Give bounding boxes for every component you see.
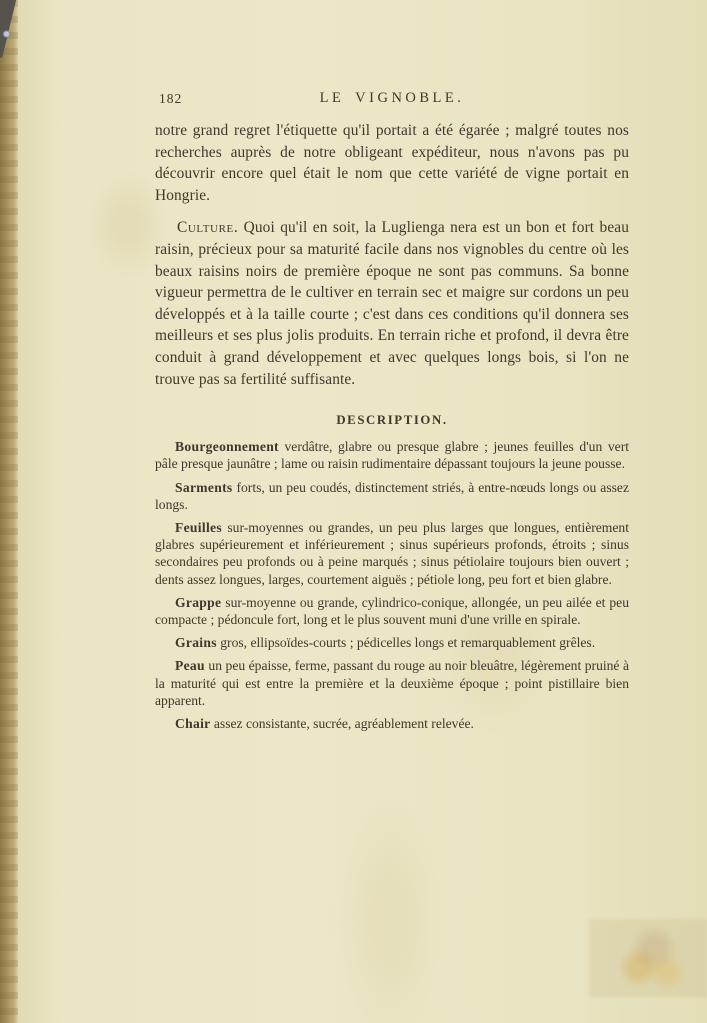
description-term: Sarments	[175, 479, 233, 495]
running-title: LE VIGNOBLE.	[319, 90, 465, 106]
description-term: Grains	[175, 635, 217, 651]
description-item	[155, 634, 629, 651]
description-term: Grappe	[175, 594, 222, 610]
culture-lead: Culture.	[177, 219, 239, 237]
description-item	[155, 438, 629, 472]
description-term: Peau	[175, 658, 205, 674]
culture-text: Quoi qu'il en soit, la Luglienga nera est un bon et fort beau raisin, précieux pour sa maturité facile dans nos vignobles du centre où les beaux raisins noirs de première époque ne sont pas communs. Sa bonne vigueur permettra de le cultiver en terrain sec et maigre sur cordons un peu développés et à la taille courte ; c'est dans ces conditions qu'il donnera ses meilleurs et ses plus jolis produits. En terrain riche et profond, il devra être conduit à grand développement et avec quelques longs bois, si l'on ne trouve pas sa fertilité suffisante.	[155, 219, 629, 388]
opening-paragraph: notre grand regret l'étiquette qu'il portait a été égarée ; malgré toutes nos recherches auprès de notre obligeant expéditeur, nous n'avons pas pu découvrir encore quel était le nom que cette variété de vigne portait en Hongrie.	[155, 122, 629, 204]
description-item	[155, 715, 629, 732]
culture-paragraph	[155, 217, 629, 390]
page-content	[155, 88, 629, 738]
description-text: un peu épaisse, ferme, passant du rouge au noir bleuâtre, légèrement pruiné à la maturité qui est entre la première et la deuxième époque ; point pistillaire bien apparent.	[155, 658, 630, 708]
description-term: Bourgeonnement	[175, 439, 279, 455]
running-header	[155, 88, 629, 112]
description-item	[155, 479, 629, 513]
page-number: 182	[159, 91, 183, 106]
showthrough-plate	[589, 919, 707, 997]
description-item	[155, 519, 629, 588]
description-item	[155, 594, 629, 628]
description-term: Feuilles	[175, 519, 222, 535]
edge-speck	[2, 30, 11, 38]
description-text: sur-moyennes ou grandes, un peu plus larges que longues, entièrement glabres supérieurement et inférieurement ; sinus supérieurs profonds, étroits ; sinus secondaires peu profonds ou à peine marqués ; sinus pétiolaire toujours bien ouvert ; dents assez longues, larges, courtement aiguës ; pétiole long, peu fort et bien glabre.	[155, 519, 629, 587]
description-text: assez consistante, sucrée, agréablement relevée.	[213, 715, 474, 731]
description-text: sur-moyenne ou grande, cylindrico-conique, allongée, un peu ailée et peu compacte ; pédoncule fort, long et le plus souvent muni d'une vrille en spirale.	[155, 594, 629, 627]
description-text: forts, un peu coudés, distinctement striés, à entre-nœuds longs ou assez longs.	[155, 479, 629, 512]
description-list	[155, 438, 629, 732]
description-term: Chair	[175, 715, 211, 731]
body-text	[155, 120, 629, 390]
description-heading: DESCRIPTION.	[336, 413, 448, 428]
binding-edge	[0, 0, 18, 1023]
description-text: gros, ellipsoïdes-courts ; pédicelles longs et remarquablement grêles.	[220, 635, 596, 651]
description-item	[155, 657, 629, 709]
description-text: verdâtre, glabre ou presque glabre ; jeunes feuilles d'un vert pâle presque jaunâtre ; lame ou raisin rudimentaire dépassant toujours la jeune pousse.	[155, 439, 629, 472]
